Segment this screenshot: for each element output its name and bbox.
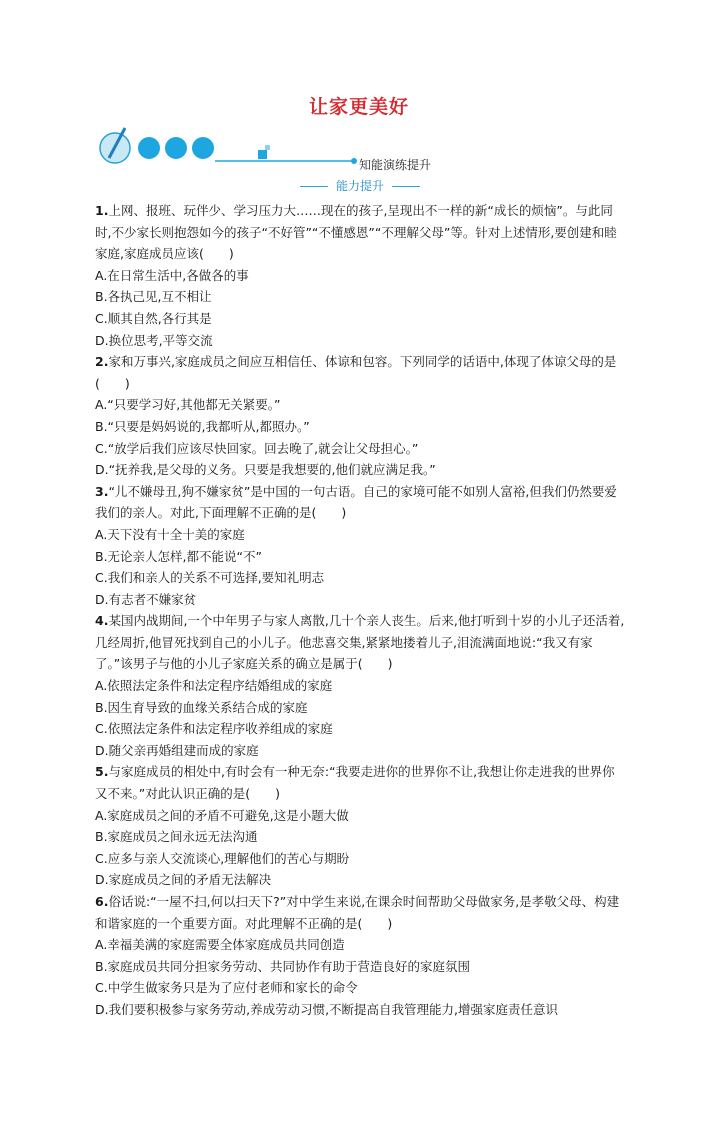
small-square-icon — [258, 150, 267, 159]
answer-option: C.中学生做家务只是为了应付老师和家长的命令 — [95, 980, 358, 996]
answer-option: B.无论亲人怎样,都不能说“不” — [95, 548, 262, 564]
answer-option: B.各执己见,互不相让 — [95, 289, 212, 305]
answer-option: D.家庭成员之间的矛盾无法解决 — [95, 872, 272, 888]
question-block — [95, 200, 625, 351]
question-number: 1. — [95, 203, 109, 218]
question-block — [95, 481, 625, 611]
answer-option: A.天下没有十全十美的家庭 — [95, 526, 245, 542]
questions-list — [95, 200, 625, 1021]
answer-option: A.在日常生活中,各做各的事 — [95, 267, 249, 283]
dot-3 — [192, 137, 214, 159]
answer-option: C.应多与亲人交流谈心,理解他们的苦心与期盼 — [95, 850, 350, 866]
question-stem — [95, 200, 625, 265]
question-text: “儿不嫌母丑,狗不嫌家贫”是中国的一句古语。自己的家境可能不如别人富裕,但我们仍然要爱我们的亲人。对此,下面理解不正确的是( ) — [95, 483, 617, 521]
question-text: 俗话说:“一屋不扫,何以扫天下?”对中学生来说,在课余时间帮助父母做家务,是孝敬父母、构建和谐家庭的一个重要方面。对此理解不正确的是( ) — [95, 894, 620, 931]
answer-option: D.“抚养我,是父母的义务。只要是我想要的,他们就应满足我。” — [95, 462, 436, 478]
dot-1 — [138, 137, 160, 159]
answer-option: D.有志者不嫌家贫 — [95, 591, 197, 607]
question-text: 某国内战期间,一个中年男子与家人离散,几十个亲人丧生。后来,他打听到十岁的小儿子还活着,几经周折,他冒死找到自己的小儿子。他悲喜交集,紧紧地搂着儿子,泪流满面地说:“我又有家了。”该男子与他的小儿子家庭关系的确立是属于( ) — [95, 613, 625, 672]
question-stem — [95, 481, 625, 524]
answer-option: C.顺其自然,各行其是 — [95, 310, 212, 326]
question-text: 与家庭成员的相处中,有时会有一种无奈:“我要走进你的世界你不让,我想让你走进我的世界你又不来。”对此认识正确的是( ) — [95, 764, 615, 802]
dot-2 — [165, 137, 187, 159]
answer-option: C.“放学后我们应该尽快回家。回去晚了,就会让父母担心。” — [95, 440, 419, 456]
question-text: 上网、报班、玩伴少、学习压力大……现在的孩子,呈现出不一样的新“成长的烦恼”。与此同时,不少家长则抱怨如今的孩子“不好管”“不懂感恩”“不理解父母”等。针对上述情形,要创建和睦家庭,家庭成员应该( ) — [95, 203, 617, 262]
question-stem — [95, 610, 625, 675]
answer-option: B.因生育导致的血缘关系结合成的家庭 — [95, 699, 308, 715]
question-block — [95, 891, 625, 1021]
section-label: 知能演练提升 — [359, 158, 432, 172]
answer-option: D.换位思考,平等交流 — [95, 332, 213, 348]
answer-option: A.依照法定条件和法定程序结婚组成的家庭 — [95, 678, 333, 694]
question-number: 2. — [95, 354, 109, 370]
answer-option: A.家庭成员之间的矛盾不可避免,这是小题大做 — [95, 807, 349, 823]
answer-option: D.我们要积极参与家务劳动,养成劳动习惯,不断提高自我管理能力,增强家庭责任意识 — [95, 1001, 559, 1017]
question-number: 5. — [95, 764, 109, 780]
question-stem — [95, 351, 625, 394]
answer-option: A.幸福美满的家庭需要全体家庭成员共同创造 — [95, 937, 345, 953]
small-square-icon-2 — [265, 145, 270, 150]
answer-option: B.“只要是妈妈说的,我都听从,都照办。” — [95, 418, 310, 434]
sub-heading-line-right — [392, 186, 420, 187]
answer-option: C.我们和亲人的关系不可选择,要知礼明志 — [95, 570, 325, 586]
question-stem — [95, 891, 625, 934]
answer-option: D.随父亲再婚组建而成的家庭 — [95, 742, 259, 758]
question-block — [95, 351, 625, 481]
question-number: 3. — [95, 483, 109, 499]
question-stem — [95, 761, 625, 804]
sub-heading — [300, 177, 420, 195]
answer-option: A.“只要学习好,其他都无关紧要。” — [95, 397, 281, 413]
answer-option: C.依照法定条件和法定程序收养组成的家庭 — [95, 721, 333, 737]
page-title: 让家更美好 — [308, 96, 409, 118]
question-block — [95, 761, 625, 891]
answer-option: B.家庭成员之间永远无法沟通 — [95, 829, 258, 845]
answer-option: B.家庭成员共同分担家务劳动、共同协作有助于营造良好的家庭氛围 — [95, 958, 471, 974]
question-number: 4. — [95, 613, 109, 629]
question-number: 6. — [95, 894, 109, 909]
question-block — [95, 610, 625, 761]
question-text: 家和万事兴,家庭成员之间应互相信任、体谅和包容。下列同学的话语中,体现了体谅父母的是( ) — [95, 354, 617, 391]
sub-heading-label: 能力提升 — [335, 179, 384, 193]
banner-line-end-dot — [351, 158, 357, 164]
